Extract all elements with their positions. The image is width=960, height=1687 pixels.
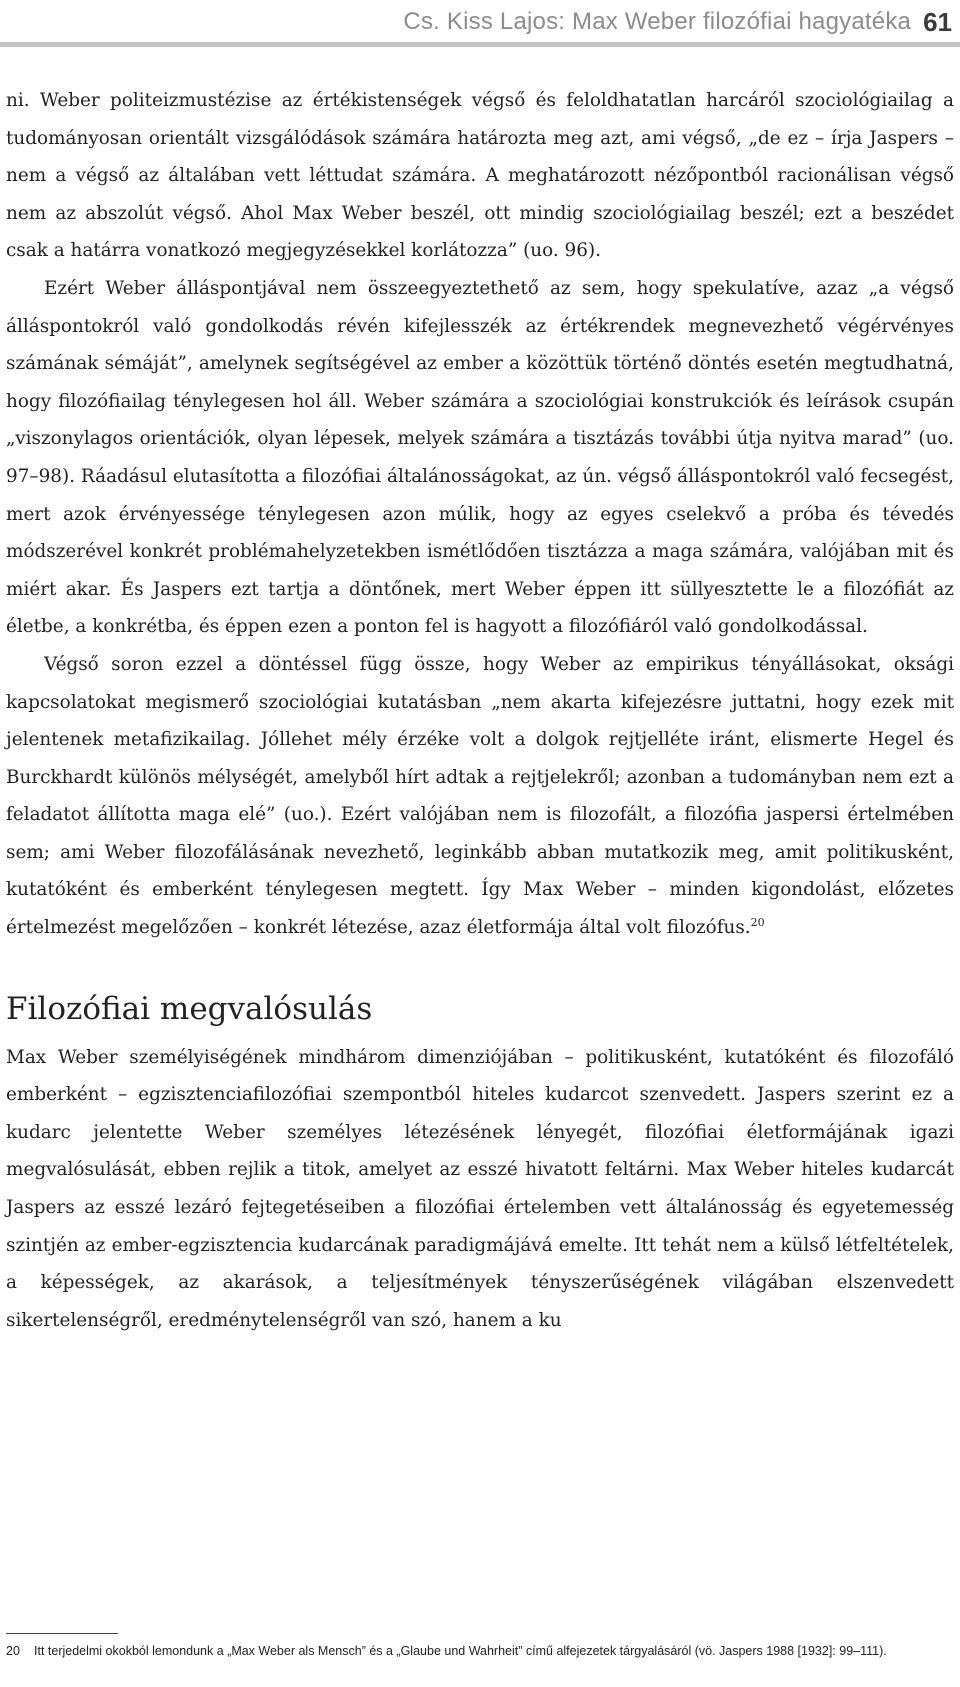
paragraph: Ezért Weber álláspontjával nem összeegyeztethető az sem, hogy spekulatíve, azaz „a végső álláspontokról való gondolkodás révén kifejlesszék az értékrendek megnevezhető végérvényes számának sémáját”, amelynek segítségével az ember a közöttük történő döntés esetén megtudhatná, hogy filozófiailag ténylegesen hol áll. Weber számára a szociológiai konstrukciók és leírások csupán „viszonylagos orientációk, olyan lépesek, melyek számára a tisztázás további útja nyitva marad” (uo. 97–98). Ráadásul elutasította a filozófiai általánosságokat, az ún. végső álláspontokról való fecsegést, mert azok érvényessége ténylegesen azon múlik, hogy az egyes cselekvő a próba és tévedés módszerével konkrét problémahelyzetekben ismétlődően tisztázza a maga számára, valójában mit és miért akar. És Jaspers ezt tartja a döntőnek, mert Weber éppen itt süllyesztette le a filozófiát az életbe, a konkrétba, és éppen ezen a ponton fel is hagyott a filozófiáról való gondolkodással. xyxy=(6,277,954,638)
section-paragraph: Max Weber személyiségének mindhárom dimenziójában – politikusként, kutatóként és filozofáló emberként – egzisztenciafilozófiai szempontból hiteles kudarcot szenvedett. Jaspers szerint ez a kudarc jelentette Weber személyes létezésének lényegét, filozófiai életformájának igazi megvalósulását, ebben rejlik a titok, amelyet az esszé hivatott feltárni. Max Weber hiteles kudarcát Jaspers az esszé lezáró fejtegetéseiben a filozófiai értelemben vett általánosság és egyetemesség szintjén az ember-egzisztencia kudarcának paradigmájává emelte. Itt tehát nem a külső létfeltételek, a képességek, az akarások, a teljesítmények tényszerűségének világában elszenvedett sikertelenségről, eredménytelenségről van szó, hanem a ku xyxy=(6,1046,954,1331)
footnote-reference[interactable]: 20 xyxy=(750,915,765,929)
paragraph-continuation: ni. Weber politeizmustézise az értékistenségek végső és feloldhatatlan harcáról szociológiailag a tudományosan orientált vizsgálódások számára határozta meg azt, ami végső, „de ez – írja Jaspers – nem a végső az általában vett léttudat számára. A meghatározott nézőpontból racionálisan végső nem az abszolút végső. Ahol Max Weber beszél, ott mindig szociológiailag beszél; ezt a beszédet csak a határra vonatkozó megjegyzésekkel korlátozza” (uo. 96). xyxy=(6,90,954,262)
header-rule xyxy=(0,42,960,47)
running-head-title: Cs. Kiss Lajos: Max Weber filozófiai hagyatéka xyxy=(403,8,912,35)
page-number: 61 xyxy=(923,6,952,37)
footnote-rule xyxy=(6,1633,118,1634)
body-text xyxy=(6,82,954,1339)
footnote-number: 20 xyxy=(6,1644,20,1658)
footnote xyxy=(6,1641,954,1661)
paragraph xyxy=(6,646,954,947)
paragraph-text: Végső soron ezzel a döntéssel függ össze, hogy Weber az empirikus tényállásokat, oksági kapcsolatokat megismerő szociológiai kutatásban „nem akarta kifejezésre juttatni, hogy ezek mit jelentenek metafizikailag. Jóllehet mély érzéke volt a dolgok rejtjelléte iránt, elismerte Hegel és Burckhardt különös mélységét, amelyből hírt adtak a rejtjelekről; azonban a tudományban nem ezt a feladatot állította maga elé” (uo.). Ezért valójában nem is filozofált, a filozófia jaspersi értelmében sem; ami Weber filozofálásának nevezhető, leginkább abban mutatkozik meg, amit politikusként, kutatóként és emberként ténylegesen megtett. Így Max Weber – minden kigondolást, előzetes értelmezést megelőzően – konkrét létezése, azaz életformája által volt filozófus. xyxy=(6,653,954,939)
footnote-text: Itt terjedelmi okokból lemondunk a „Max Weber als Mensch” és a „Glaube und Wahrheit” című alfejezetek tárgyalásáról (vö. Jaspers 1988 [1932]: 99–111). xyxy=(34,1644,887,1658)
running-head xyxy=(0,2,960,42)
section-heading: Filozófiai megvalósulás xyxy=(6,990,373,1027)
